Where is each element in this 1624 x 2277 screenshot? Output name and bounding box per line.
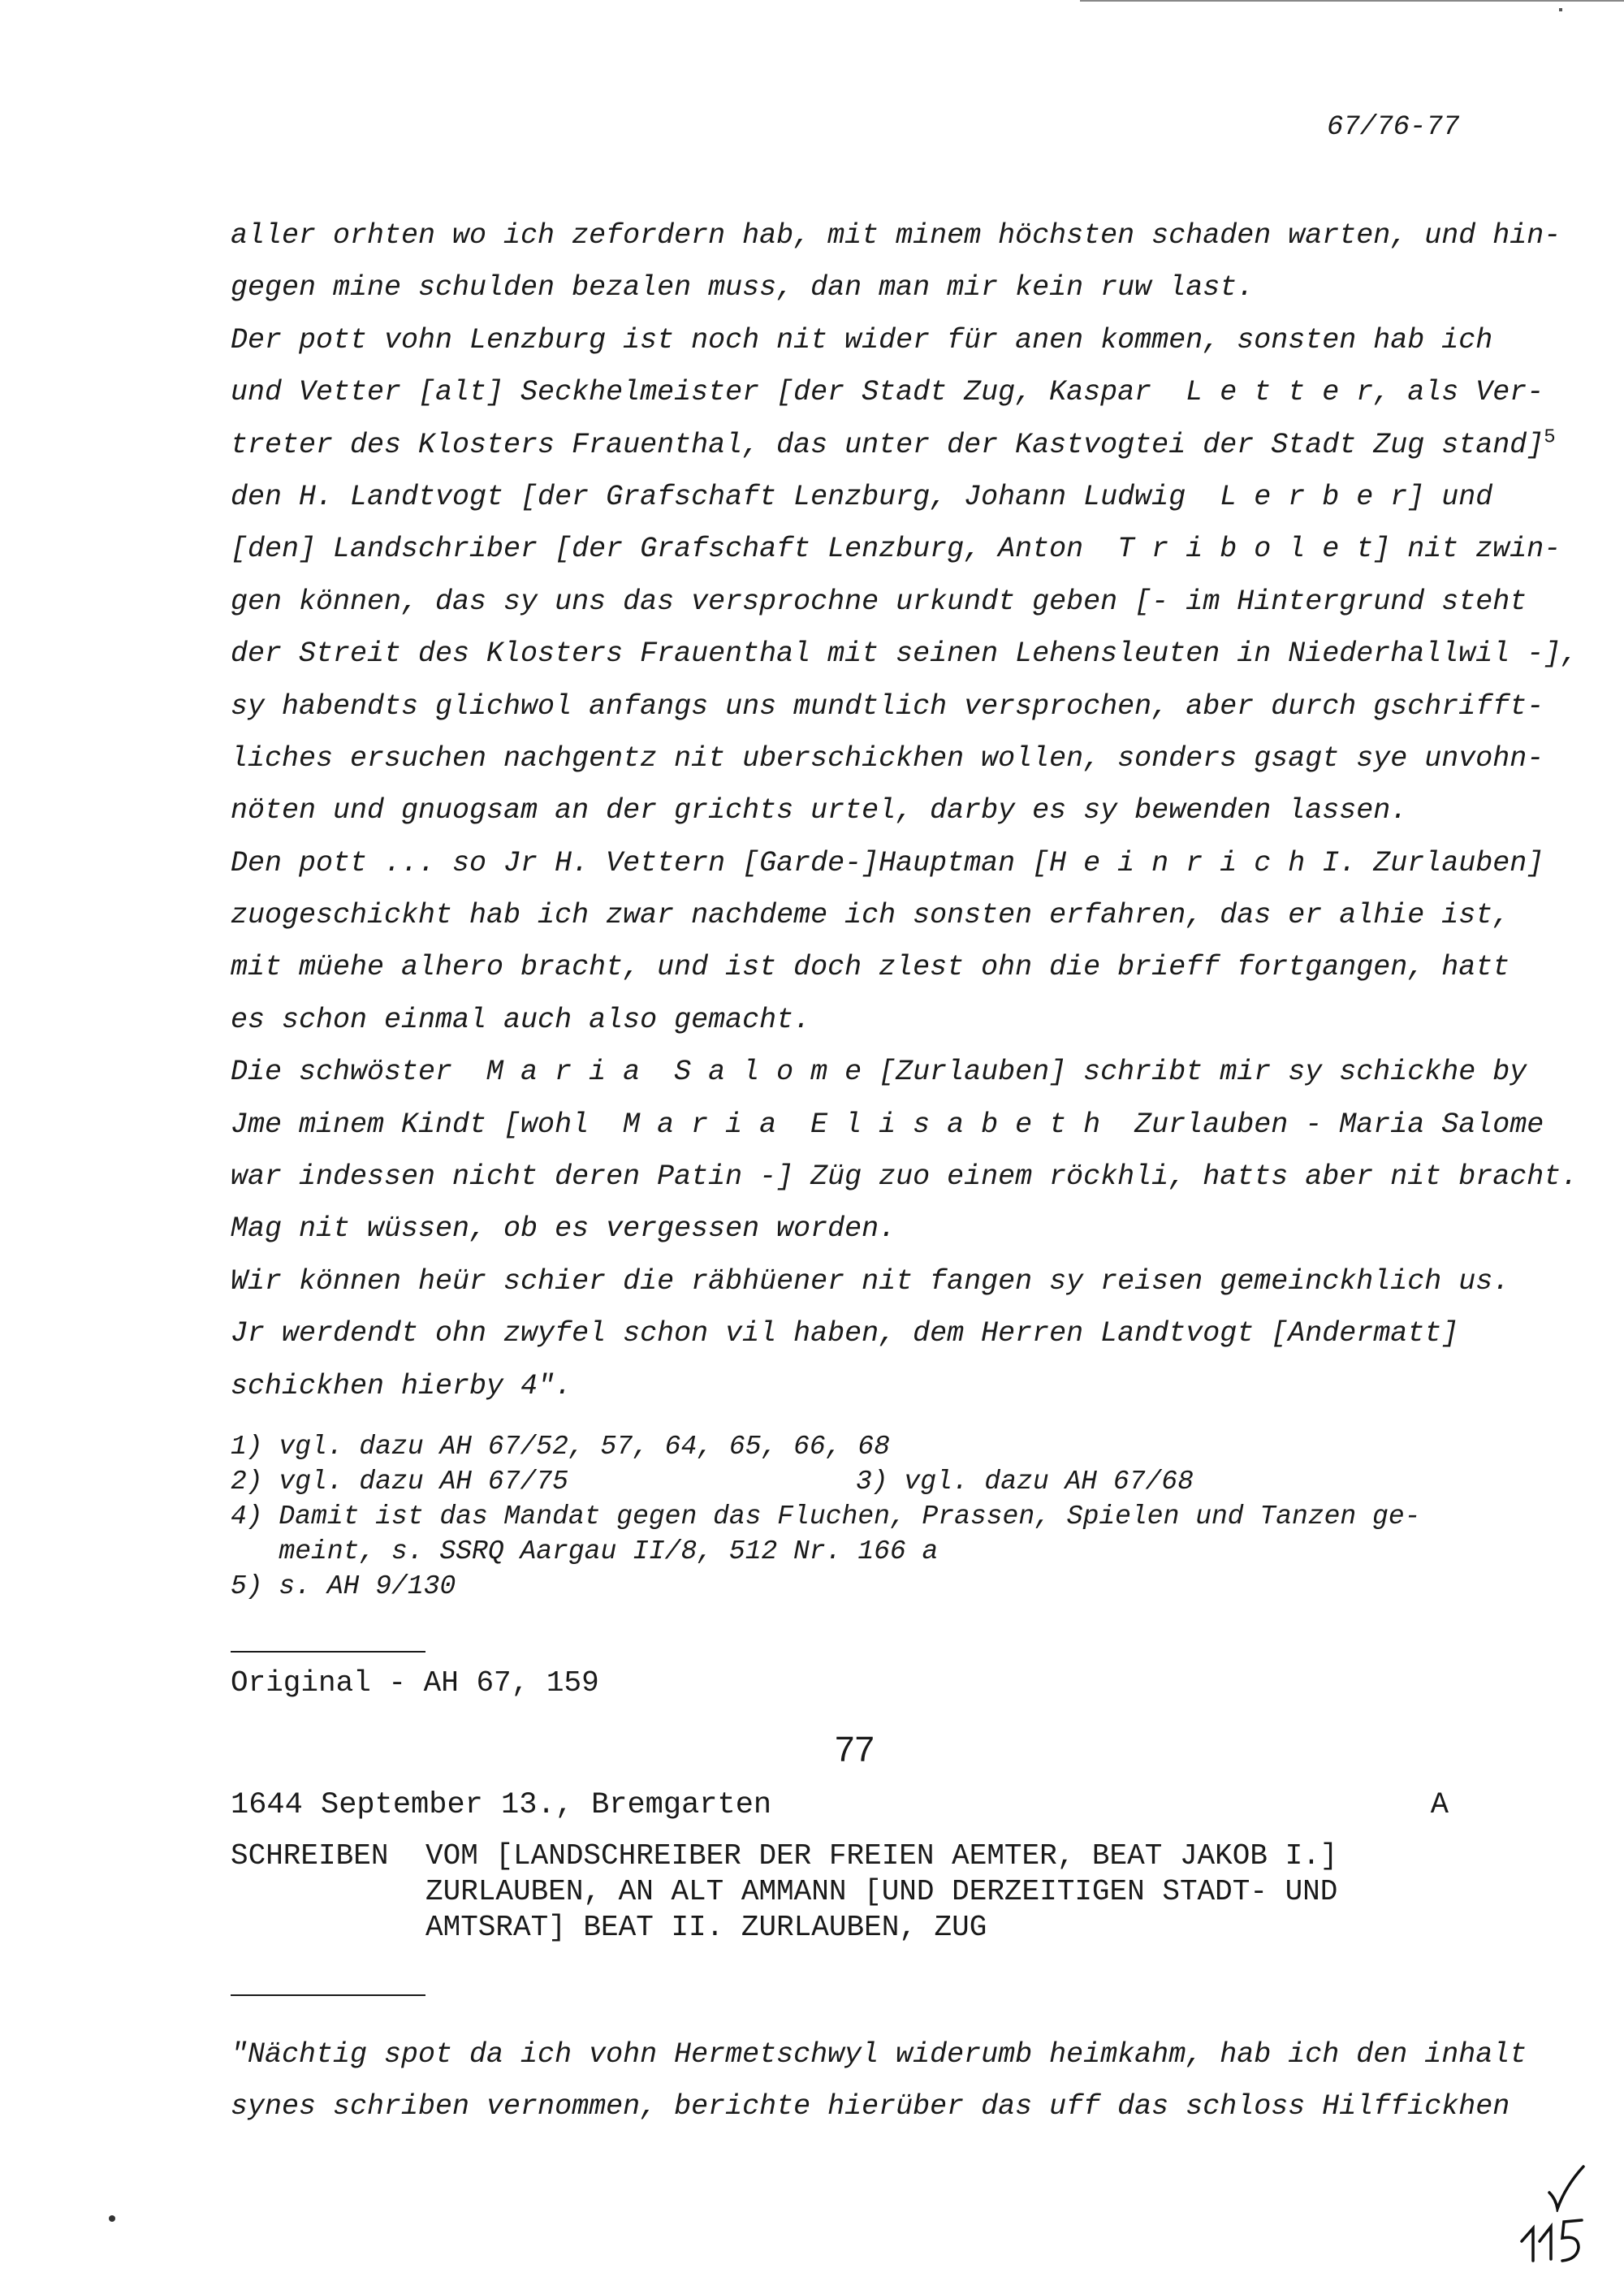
footnote-row [231,1464,1530,1499]
body-line: Wir können heür schier die räbhüener nit fangen sy reisen gemeinckhlich us. [231,1264,1510,1298]
body-line: und Vetter [alt] Seckhelmeister [der Stadt Zug, Kaspar L e t t e r, als Ver- [231,376,1544,409]
body-line: Jr werdendt ohn zwyfel schon vil haben, dem Herren Landtvogt [Andermatt] [231,1317,1459,1350]
body-line: es schon einmal auch also gemacht. [231,1003,811,1036]
handwritten-page-number [1515,2209,1596,2266]
footnote-4: 4) Damit ist das Mandat gegen das Fluchen, Prassen, Spielen und Tanzen ge- [231,1501,1421,1532]
quote-line: "Nächtig spot da ich vohn Hermetschwyl widerumb heimkahm, hab ich den inhalt [231,2038,1527,2071]
document-number: 77 [835,1730,875,1769]
divider [231,1994,425,1996]
body-line: den H. Landtvogt [der Grafschaft Lenzburg, Johann Ludwig L e r b e r] und [231,480,1493,513]
body-line: gegen mine schulden bezalen muss, dan man mir kein ruw last. [231,271,1255,305]
divider [231,1651,425,1653]
body-line: schickhen hierby 4". [231,1369,572,1402]
scan-edge-line [1080,0,1624,2]
handwritten-checkmark-icon [1544,2163,1587,2212]
scan-speck [1559,8,1562,11]
body-line: Jme minem Kindt [wohl M a r i a E l i s a b e t h Zurlauben - Maria Salome [231,1108,1544,1141]
footnote-2: 2) vgl. dazu AH 67/75 [231,1467,568,1497]
heading-line: VOM [LANDSCHREIBER DER FREIEN AEMTER, BEAT JAKOB I.] [425,1839,1338,1873]
body-line: [den] Landschriber [der Grafschaft Lenzburg, Anton T r i b o l e t] nit zwin- [231,533,1561,566]
body-line: liches ersuchen nachgentz nit uberschickhen wollen, sonders gsagt sye unvohn- [231,741,1544,775]
body-line-with-footnote [231,419,1556,471]
body-line: mit müehe alhero bracht, und ist doch zlest ohn die brieff fortgangen, hatt [231,951,1510,984]
body-line-text: treter des Klosters Frauenthal, das unter der Kastvogtei der Stadt Zug stand] [231,428,1544,461]
quote-line: synes schriben vernommen, berichte hierüber das uff das schloss Hilffickhen [231,2090,1510,2124]
ink-dot [109,2215,115,2222]
body-line: gen können, das sy uns das versprochne urkundt geben [- im Hintergrund steht [231,585,1527,618]
body-line: Mag nit wüssen, ob es vergessen worden. [231,1212,896,1246]
body-line: sy habendts glichwol anfangs uns mundtlich versprochen, aber durch gschrifft- [231,689,1544,723]
date-line [231,1788,1449,1822]
heading-line: AMTSRAT] BEAT II. ZURLAUBEN, ZUG [425,1911,987,1944]
footnotes [231,1429,1530,1604]
body-line: zuogeschickht hab ich zwar nachdeme ich sonsten erfahren, das er alhie ist, [231,899,1510,932]
letter-code: A [1430,1788,1449,1822]
body-line: Die schwöster M a r i a S a l o m e [Zurlauben] schribt mir sy schickhe by [231,1056,1527,1089]
body-line: Den pott ... so Jr H. Vettern [Garde-]Hauptman [H e i n r i c h I. Zurlauben] [231,846,1544,879]
date-place: 1644 September 13., Bremgarten [231,1788,772,1822]
letter-body [231,210,1579,1412]
footnote-1: 1) vgl. dazu AH 67/52, 57, 64, 65, 66, 68 [231,1432,890,1462]
footnote-4-continued: meint, s. SSRQ Aargau II/8, 512 Nr. 166 a [231,1536,939,1566]
document-heading [231,1838,1546,1946]
body-line: der Streit des Klosters Frauenthal mit seinen Lehensleuten in Niederhallwil -], [231,637,1579,671]
body-line: war indessen nicht deren Patin -] Züg zuo einem röckhli, hatts aber nit bracht. [231,1160,1579,1194]
letter-quote [231,2029,1570,2133]
body-line: Der pott vohn Lenzburg ist noch nit wider für anen kommen, sonsten hab ich [231,323,1493,356]
footnote-5: 5) s. AH 9/130 [231,1571,456,1601]
page-reference: 67/76-77 [1327,112,1460,143]
original-source: Original - AH 67, 159 [231,1666,599,1700]
heading-line: ZURLAUBEN, AN ALT AMMANN [UND DERZEITIGEN STADT- UND [425,1875,1338,1908]
footnote-3: 3) vgl. dazu AH 67/68 [856,1467,1194,1497]
body-line: nöten und gnuogsam an der grichts urtel, darby es sy bewenden lassen. [231,794,1408,827]
heading-row [231,1838,1546,1874]
body-line: aller orhten wo ich zefordern hab, mit minem höchsten schaden warten, und hin- [231,219,1561,252]
heading-label: SCHREIBEN [231,1839,389,1873]
footnote-marker: 5 [1544,426,1556,448]
